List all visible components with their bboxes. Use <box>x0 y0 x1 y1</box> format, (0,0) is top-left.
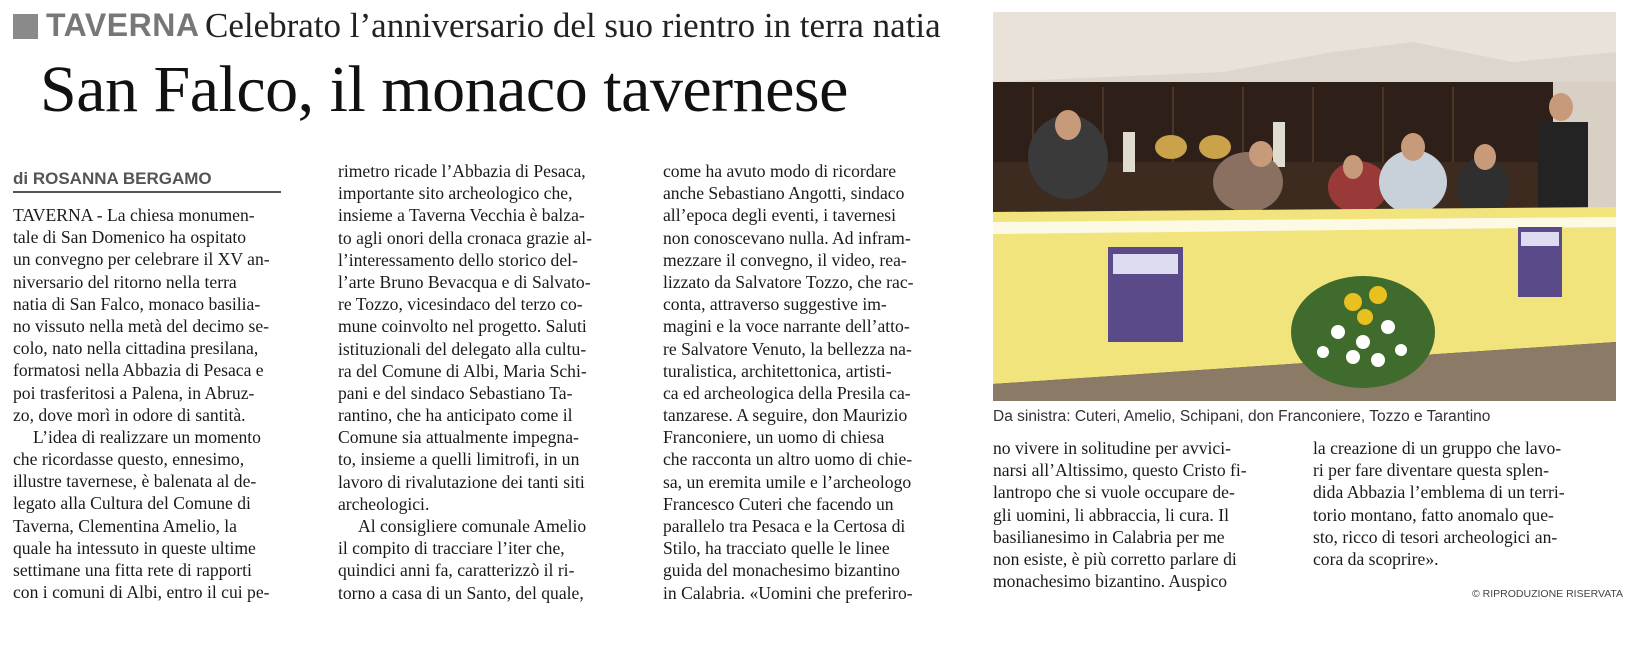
article-column-4 <box>993 437 1288 592</box>
text-line: che ricordasse questo, ennesimo, <box>13 449 245 470</box>
text-line: Francesco Cuteri che facendo un <box>663 493 894 514</box>
byline: di ROSANNA BERGAMO <box>13 169 212 188</box>
text-line: gli uomini, li abbraccia, li cura. Il <box>993 504 1229 525</box>
text-line: che racconta un altro uomo di chie- <box>663 449 913 470</box>
text-line: come ha avuto modo di ricordare <box>663 161 897 181</box>
article-column-2 <box>338 160 638 604</box>
text-line: to agli onori della cronaca grazie al- <box>338 227 593 248</box>
text-line: Comune sia attualmente impegna- <box>338 427 579 448</box>
text-line: importante sito archeologico che, <box>338 183 573 204</box>
text-line: guida del monachesimo bizantino <box>663 560 900 581</box>
text-line: poi trasferitosi a Palena, in Abruz- <box>13 382 255 403</box>
text-line: non conoscevano nulla. Ad infram- <box>663 227 911 248</box>
text-line: basilianesimo in Calabria per me <box>993 526 1225 547</box>
text-line: to, insieme a quelli limitrofi, in un <box>338 449 580 470</box>
text-line: quindici anni fa, caratterizzò il ri- <box>338 560 575 581</box>
text-line: turalistica, architettonica, artisti- <box>663 360 892 381</box>
article-column-5 <box>1313 437 1616 570</box>
text-line: non esiste, è più corretto parlare di <box>993 548 1237 569</box>
text-line: lavoro di rivalutazione dei tanti siti <box>338 471 585 492</box>
text-line: Al consigliere comunale Amelio <box>358 516 587 536</box>
text-line: l’arte Bruno Bevacqua e di Salvato- <box>338 271 591 292</box>
text-line: la creazione di un gruppo che lavo- <box>1313 438 1562 458</box>
text-line: insieme a Taverna Vecchia è balza- <box>338 205 585 226</box>
headline: San Falco, il monaco tavernese <box>40 53 848 126</box>
section-kicker: TAVERNA <box>46 7 200 43</box>
text-line: zo, dove morì in odore di santità. <box>13 404 246 425</box>
text-line: legato alla Cultura del Comune di <box>13 493 251 514</box>
text-line: ra del Comune di Albi, Maria Schi- <box>338 360 587 381</box>
text-line: parallelo tra Pesaca e la Certosa di <box>663 516 906 536</box>
text-line: natia di San Falco, monaco basilia- <box>13 293 261 314</box>
text-line: torno a casa di un Santo, del quale, <box>338 582 584 603</box>
text-line: niversario del ritorno nella terra <box>13 271 237 292</box>
text-line: no vissuto nella metà del decimo se- <box>13 315 270 336</box>
text-line: mune coinvolto nel progetto. Saluti <box>338 316 587 337</box>
text-line: un convegno per celebrare il XV an- <box>13 249 270 270</box>
text-line: magini e la voce narrante dell’atto- <box>663 316 910 337</box>
copyright-notice: © RIPRODUZIONE RISERVATA <box>1472 588 1624 600</box>
text-line: anche Sebastiano Angotti, sindaco <box>663 183 905 204</box>
text-line: ri per fare diventare questa splen- <box>1313 460 1549 481</box>
article-column-3 <box>663 160 963 604</box>
photo-caption: Da sinistra: Cuteri, Amelio, Schipani, don Franconiere, Tozzo e Tarantino <box>993 408 1491 425</box>
text-line: formatosi nella Abbazia di Pesaca e <box>13 360 264 381</box>
text-line: conta, attraverso suggestive im- <box>663 294 887 315</box>
event-photo <box>993 12 1616 401</box>
text-line: cora da scoprire». <box>1313 548 1439 569</box>
text-line: lizzato da Salvatore Tozzo, che rac- <box>663 271 914 292</box>
text-line: archeologici. <box>338 493 430 514</box>
text-line: Franconiere, un uomo di chiesa <box>663 427 885 448</box>
text-line: tale di San Domenico ha ospitato <box>13 227 247 248</box>
text-line: settimane una fitta rete di rapporti <box>13 560 252 580</box>
text-line: in Calabria. «Uomini che preferiro- <box>663 582 913 603</box>
article-column-1 <box>13 204 300 603</box>
event-photo-illustration <box>993 12 1616 401</box>
text-line: all’epoca degli eventi, i tavernesi <box>663 205 897 226</box>
text-line: re Tozzo, vicesindaco del terzo co- <box>338 294 583 315</box>
text-line: Taverna, Clementina Amelio, la <box>13 515 237 536</box>
text-line: L’idea di realizzare un momento <box>33 426 261 447</box>
text-line: narsi all’Altissimo, questo Cristo fi- <box>993 460 1247 481</box>
text-line: monachesimo bizantino. Auspico <box>993 571 1228 592</box>
text-line: no vivere in solitudine per avvici- <box>993 438 1231 458</box>
text-line: TAVERNA - La chiesa monumen- <box>13 205 255 225</box>
text-line: torio montano, fatto anomalo que- <box>1313 504 1554 525</box>
kicker-square <box>13 14 38 39</box>
text-line: sa, un eremita umile e l’archeologo <box>663 471 912 492</box>
subheadline: Celebrato l’anniversario del suo rientro in terra natia <box>205 6 941 45</box>
text-line: sto, ricco di tesori archeologici an- <box>1313 526 1558 547</box>
text-line: tanzarese. A seguire, don Maurizio <box>663 405 908 426</box>
text-line: Stilo, ha tracciato quelle le linee <box>663 538 890 559</box>
text-line: l’interessamento dello storico del- <box>338 249 578 270</box>
text-line: ca ed archeologica della Presila ca- <box>663 382 911 403</box>
text-line: mezzare il convegno, il video, rea- <box>663 249 907 270</box>
text-line: con i comuni di Albi, entro il cui pe- <box>13 582 270 603</box>
text-line: pani e del sindaco Sebastiano Ta- <box>338 382 573 403</box>
text-line: il compito di tracciare l’iter che, <box>338 538 565 559</box>
text-line: rantino, che ha anticipato come il <box>338 405 573 426</box>
text-line: quale ha intessuto in queste ultime <box>13 537 256 558</box>
text-line: illustre tavernese, è balenata al de- <box>13 471 257 492</box>
text-line: re Salvatore Venuto, la bellezza na- <box>663 338 912 359</box>
byline-rule <box>13 191 281 193</box>
text-line: dida Abbazia l’emblema di un terri- <box>1313 482 1565 503</box>
text-line: istituzionali del delegato alla cultu- <box>338 338 587 359</box>
text-line: lantropo che si vuole occupare de- <box>993 482 1235 503</box>
text-line: colo, nato nella cittadina presilana, <box>13 338 259 359</box>
text-line: rimetro ricade l’Abbazia di Pesaca, <box>338 161 586 181</box>
